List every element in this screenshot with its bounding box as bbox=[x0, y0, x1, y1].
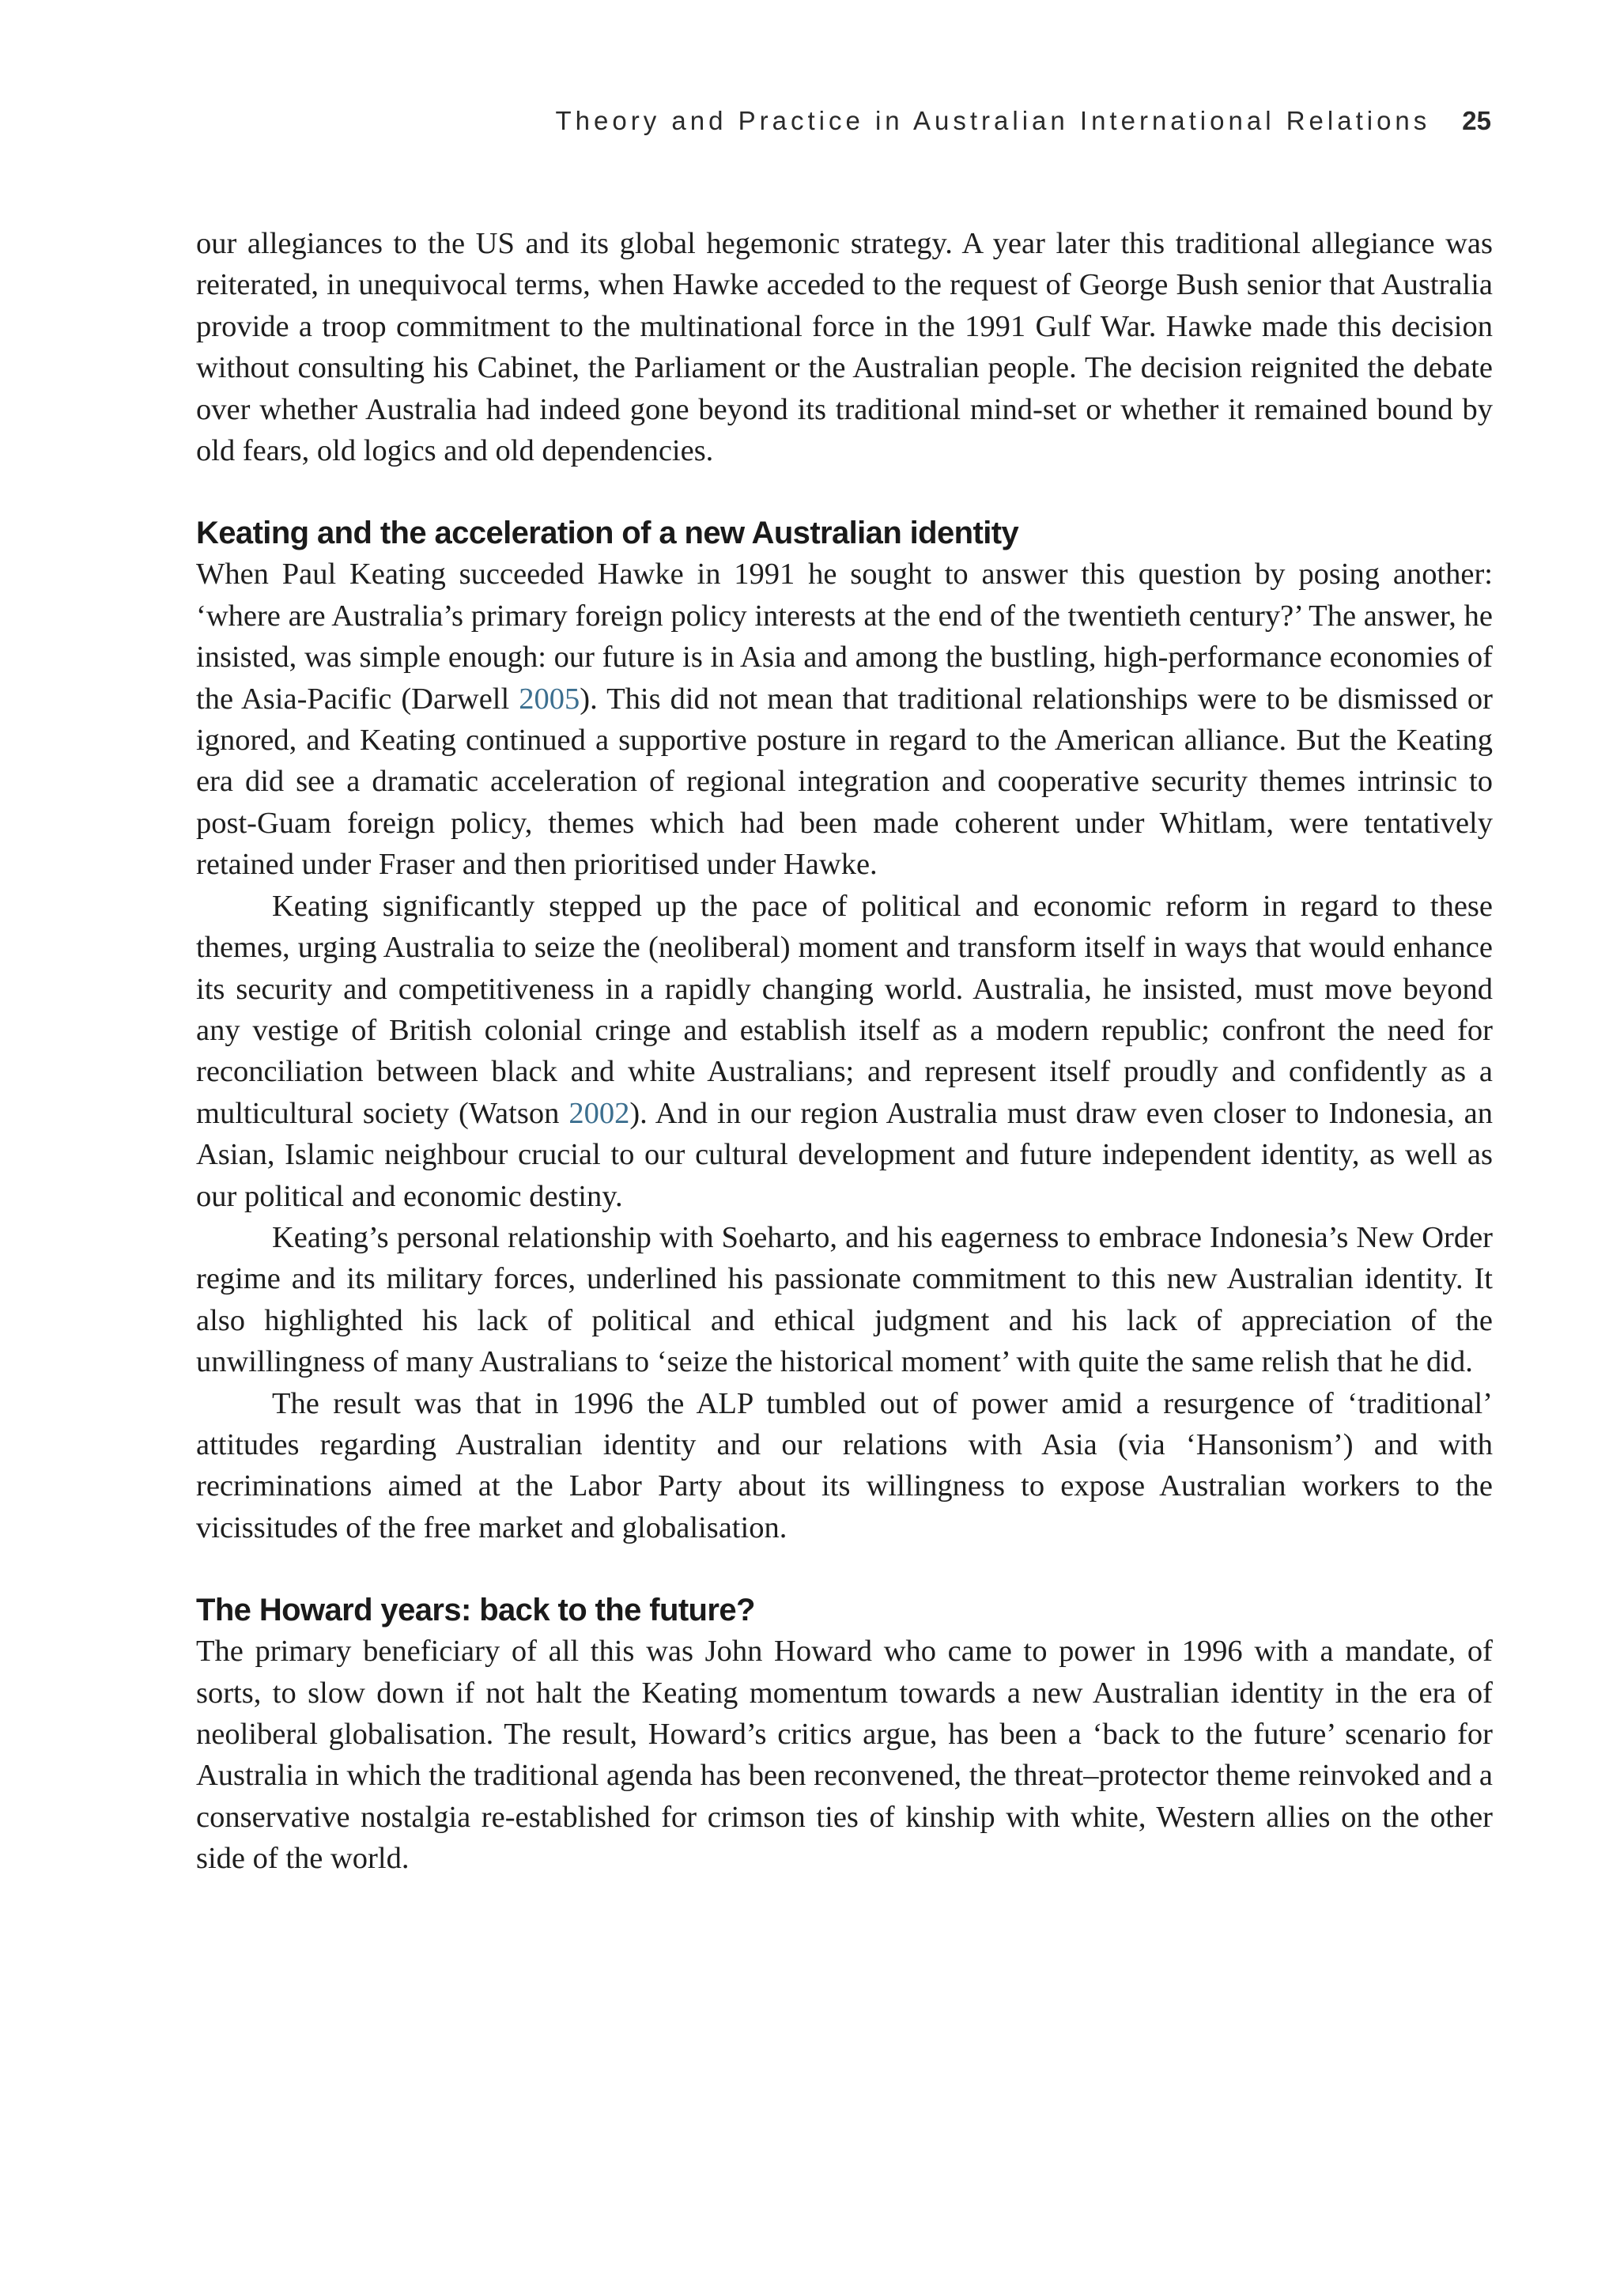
paragraph-keating-reform bbox=[196, 886, 1493, 1217]
running-title: Theory and Practice in Australian International Relations bbox=[555, 106, 1431, 135]
section-heading-howard: The Howard years: back to the future? bbox=[196, 1593, 755, 1628]
section-heading-keating: Keating and the acceleration of a new Australian identity bbox=[196, 516, 1019, 551]
paragraph-soeharto: Keating’s personal relationship with Soeharto, and his eagerness to embrace Indonesia’s New Order regime and its military forces, underlined his passionate commitment to this new Australian identity. It also highlighted his lack of political and ethical judgment and his lack of appreciation of the unwillingness of many Australians to ‘seize the historical moment’ with quite the same relish that he did. bbox=[196, 1220, 1493, 1379]
page-number: 25 bbox=[1462, 106, 1491, 135]
paragraph-keating-asia bbox=[196, 554, 1493, 885]
paragraph-text: ). This did not mean that traditional relationships were to be dismissed or ignored, and Keating continued a supportive posture in regard to the American alliance. But the Keating era did see a dramatic acceleration of regional integration and cooperative security themes intrinsic to post-Guam foreign policy, themes which had been made coherent under Whitlam, were tentatively retained under Fraser and then prioritised under Hawke. bbox=[196, 682, 1493, 882]
paragraph-howard: The primary beneficiary of all this was John Howard who came to power in 1996 with a mandate, of sorts, to slow down if not halt the Keating momentum towards a new Australian identity in the era of neoliberal globalisation. The result, Howard’s critics argue, has been a ‘back to the future’ scenario for Australia in which the traditional agenda has been reconvened, the threat–protector theme reinvoked and a conservative nostalgia re-established for crimson ties of kinship with white, Western allies on the other side of the world. bbox=[196, 1635, 1493, 1876]
running-head bbox=[555, 106, 1491, 136]
paragraph-text: When Paul Keating succeeded Hawke in 1991 he sought to answer this question by posing another: ‘where are Australia’s primary foreign policy interests at the end of the twentieth century?’ The answer, he insisted, was simple enough: our future is in Asia and among the bustling, high-performance economies of the Asia-Pacific (Darwell bbox=[196, 558, 1493, 716]
paragraph-gulf-war: our allegiances to the US and its global hegemonic strategy. A year later this traditional allegiance was reiterated, in unequivocal terms, when Hawke acceded to the request of George Bush senior that Australia provide a troop commitment to the multinational force in the 1991 Gulf War. Hawke made this decision without consulting his Cabinet, the Parliament or the Australian people. The decision reignited the debate over whether Australia had indeed gone beyond its traditional mind-set or whether it remained bound by old fears, old logics and old dependencies. bbox=[196, 227, 1493, 468]
body-text bbox=[196, 223, 1493, 1880]
citation-link-watson-2002[interactable]: 2002 bbox=[568, 1096, 630, 1130]
paragraph-text: ). And in our region Australia must draw even closer to Indonesia, an Asian, Islamic neighbour crucial to our cultural development and future independent identity, as well as our political and economic destiny. bbox=[196, 1096, 1493, 1213]
paragraph-text: Keating significantly stepped up the pace of political and economic reform in regard to these themes, urging Australia to seize the (neoliberal) moment and transform itself in ways that would enhance its security and competitiveness in a rapidly changing world. Australia, he insisted, must move beyond any vestige of British colonial cringe and establish itself as a modern republic; confront the need for reconciliation between black and white Australians; and represent itself proudly and confidently as a multicultural society (Watson bbox=[196, 889, 1493, 1130]
paragraph-1996-result: The result was that in 1996 the ALP tumbled out of power amid a resurgence of ‘traditional’ attitudes regarding Australian identity and our relations with Asia (via ‘Hansonism’) and with recriminations aimed at the Labor Party about its willingness to expose Australian workers to the vicissitudes of the free market and globalisation. bbox=[196, 1386, 1493, 1544]
citation-link-darwell-2005[interactable]: 2005 bbox=[519, 682, 580, 716]
